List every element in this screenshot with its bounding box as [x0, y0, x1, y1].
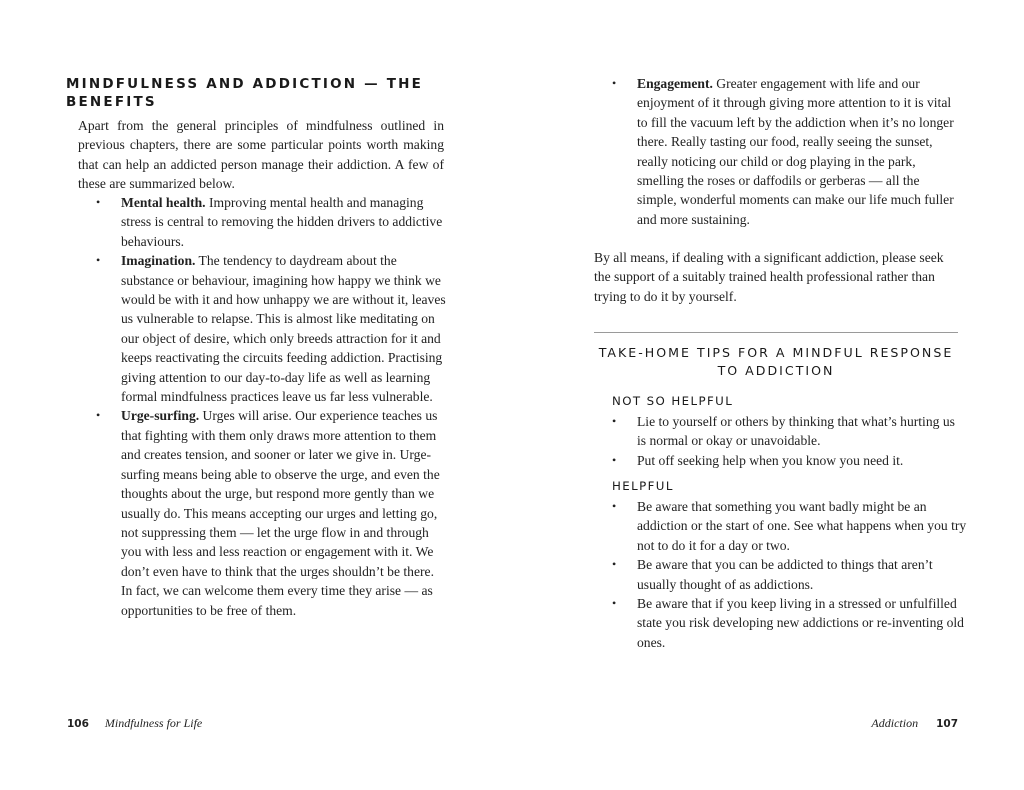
- list-item: [96, 193, 446, 251]
- bullet-icon: •: [612, 76, 617, 90]
- list-item: [612, 555, 967, 594]
- bullet-text: Greater engagement with life and our enjoyment of it through giving more attention to it is vital to fill the vacuum left by the addiction when it’s no longer there. Really tasting our food, really seeing the sunset, really noticing our child or dog playing in the park, smelling the roses or daffodils or gerberas — all the simple, wonderful moments can make our life much fuller and more sustaining.: [637, 76, 954, 227]
- bullet-lead: Mental health.: [121, 195, 206, 210]
- divider: [594, 332, 958, 333]
- closing-paragraph: By all means, if dealing with a significant addiction, please seek the support of a suitably trained health professional rather than trying to do it by yourself.: [594, 250, 944, 304]
- helpful-heading: HELPFUL: [612, 479, 674, 493]
- bullet-text: The tendency to daydream about the substance or behaviour, imagining how happy we think we would be with it and how unhappy we are without it, leaves us vulnerable to relapse. This is almost like meditating on our object of desire, which only breeds attraction for it and keeps reactivating the circuits feeding addiction. Practising giving attention to our day-to-day life as well as learning formal mindfulness practices leave us far less vulnerable.: [121, 253, 446, 405]
- tips-heading: TAKE-HOME TIPS FOR A MINDFUL RESPONSE TO ADDICTION: [598, 345, 954, 378]
- bullet-icon: •: [612, 414, 617, 428]
- page-number: 107: [936, 718, 958, 730]
- list-item: [612, 74, 962, 229]
- running-head: Addiction: [871, 716, 919, 730]
- tip-text: Put off seeking help when you know you need it.: [637, 452, 904, 468]
- list-item: [96, 251, 446, 406]
- list-item: [96, 406, 446, 619]
- page-number: 106: [67, 718, 89, 730]
- bullet-text: Improving mental health and managing stress is central to removing the hidden drivers to addictive behaviours.: [121, 195, 443, 249]
- bullet-icon: •: [96, 195, 101, 209]
- tip-text: Be aware that something you want badly might be an addiction or the start of one. See what happens when you try not to do it for a day or two.: [637, 499, 967, 553]
- left-footer: [67, 716, 202, 731]
- bullet-icon: •: [612, 499, 617, 513]
- tip-text: Be aware that you can be addicted to things that aren’t usually thought of as addictions.: [637, 557, 933, 592]
- intro-paragraph: Apart from the general principles of mindfulness outlined in previous chapters, there are some particular points worth making that can help an addicted person manage their addiction. A few of these are summarized below.: [78, 118, 444, 192]
- list-item: [612, 412, 967, 451]
- right-footer: [871, 716, 958, 731]
- bullet-lead: Imagination.: [121, 253, 196, 269]
- tip-text: Lie to yourself or others by thinking that what’s hurting us is normal or okay or unavoidable.: [637, 414, 955, 449]
- bullet-lead: Urge-surfing.: [121, 408, 200, 424]
- bullet-icon: •: [612, 452, 617, 467]
- section-heading: MINDFULNESS AND ADDICTION — THE BENEFITS: [66, 76, 424, 110]
- engagement-list: [612, 74, 962, 229]
- tip-text: Be aware that if you keep living in a stressed or unfulfilled state you risk developing new addictions or re-inventing old ones.: [637, 596, 964, 650]
- bullet-icon: •: [612, 557, 617, 572]
- bullet-icon: •: [612, 596, 617, 611]
- helpful-list: [612, 497, 967, 652]
- list-item: [612, 497, 967, 555]
- bullet-icon: •: [96, 253, 101, 268]
- not-so-helpful-heading: NOT SO HELPFUL: [612, 394, 734, 408]
- benefits-list: [96, 193, 446, 620]
- list-item: [612, 594, 967, 652]
- bullet-lead: Engagement.: [637, 76, 713, 91]
- list-item: [612, 451, 967, 470]
- not-so-helpful-list: [612, 412, 967, 470]
- running-head: Mindfulness for Life: [104, 716, 203, 730]
- bullet-text: Urges will arise. Our experience teaches us that fighting with them only draws more attention to them and creates tension, and sooner or later we give in. Urge-surfing means being able to observe the urge, and even the thoughts about the urge, but respond more gently than we usually do. This means accepting our urges and letting go, not suppressing them — let the urge flow in and through you with less and less reaction or engagement with it. We don’t even have to think that the urges shouldn’t be there. In fact, we can welcome them every time they arise — as opportunities to be free of them.: [121, 408, 440, 618]
- bullet-icon: •: [96, 408, 101, 423]
